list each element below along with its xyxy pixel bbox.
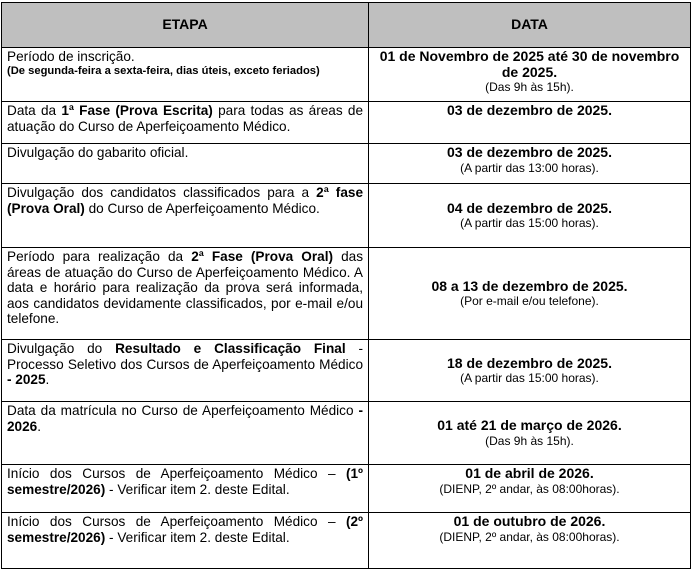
etapa-text: Início dos Cursos de Aperfeiçoamento Médico – bbox=[7, 466, 346, 481]
date-text: 03 de dezembro de 2025. bbox=[447, 144, 612, 160]
etapa-bold: 2ª fase (Prova Oral) bbox=[7, 185, 364, 216]
header-etapa: ETAPA bbox=[2, 3, 369, 48]
etapa-text: Início dos Cursos de Aperfeiçoamento Médico – bbox=[7, 514, 346, 529]
etapa-text: Divulgação do gabarito oficial. bbox=[7, 145, 189, 160]
date-note: (A partir das 15:00 horas). bbox=[460, 216, 599, 231]
data-cell bbox=[369, 513, 691, 569]
date-note: (DIENP, 2º andar, às 08:00horas). bbox=[439, 481, 620, 496]
schedule-table bbox=[1, 2, 691, 569]
etapa-bold: 1ª Fase (Prova Escrita) bbox=[61, 103, 213, 118]
date-text: 01 até 21 de março de 2026. bbox=[437, 417, 622, 434]
etapa-text: - Processo Seletivo dos Cursos de Aperfeiçoamento Médico bbox=[7, 341, 363, 372]
table-row bbox=[2, 48, 691, 102]
etapa-note: (De segunda-feira a sexta-feira, dias úteis, exceto feriados) bbox=[7, 64, 320, 77]
table-row bbox=[2, 144, 691, 184]
date-text: 04 de dezembro de 2025. bbox=[447, 199, 612, 216]
data-cell bbox=[369, 340, 691, 402]
date-text: 08 a 13 de dezembro de 2025. bbox=[431, 277, 628, 294]
etapa-cell bbox=[2, 102, 369, 144]
date-text: 03 de dezembro de 2025. bbox=[447, 102, 612, 118]
table-row bbox=[2, 402, 691, 465]
data-cell bbox=[369, 102, 691, 144]
table-row bbox=[2, 513, 691, 569]
data-cell bbox=[369, 248, 691, 340]
etapa-text: . bbox=[37, 418, 42, 434]
data-cell bbox=[369, 144, 691, 184]
table-row bbox=[2, 340, 691, 402]
date-text: 18 de dezembro de 2025. bbox=[447, 354, 612, 371]
etapa-text: Divulgação dos candidatos classificados para a bbox=[7, 185, 317, 200]
etapa-bold: (2º semestre/2026) bbox=[7, 514, 363, 545]
etapa-bold: (1º semestre/2026) bbox=[7, 466, 363, 497]
etapa-cell bbox=[2, 184, 369, 248]
etapa-cell bbox=[2, 248, 369, 340]
date-note: (DIENP, 2º andar, às 08:00horas). bbox=[439, 529, 620, 544]
date-text: 01 de Novembro de 2025 até 30 de novembro de 2025. bbox=[379, 48, 680, 80]
etapa-bold: - 2026 bbox=[7, 403, 363, 434]
etapa-bold: Resultado e Classificação Final bbox=[115, 341, 346, 356]
etapa-text: . bbox=[45, 372, 50, 388]
etapa-text: do Curso de Aperfeiçoamento Médico. bbox=[84, 200, 320, 216]
data-cell bbox=[369, 184, 691, 248]
etapa-cell bbox=[2, 48, 369, 102]
etapa-text: Período para realização da bbox=[7, 249, 192, 264]
table-row bbox=[2, 184, 691, 248]
date-note: (Das 9h às 15h). bbox=[485, 433, 574, 448]
etapa-cell bbox=[2, 340, 369, 402]
date-note: (Das 9h às 15h). bbox=[485, 80, 574, 95]
etapa-text: - Verificar item 2. deste Edital. bbox=[105, 529, 290, 545]
etapa-bold: 2ª Fase (Prova Oral) bbox=[191, 249, 334, 264]
etapa-cell bbox=[2, 465, 369, 513]
etapa-text: das áreas de atuação do Curso de Aperfeiçoamento Médico. A data e horário para realização da prova será informada, aos candidatos devidamente classificados, por e-mail e/ou telefone. bbox=[7, 249, 364, 327]
etapa-cell bbox=[2, 402, 369, 465]
etapa-text: Divulgação do bbox=[7, 341, 116, 356]
header-row bbox=[2, 3, 691, 48]
data-cell bbox=[369, 48, 691, 102]
date-note: (A partir das 13:00 horas). bbox=[460, 160, 599, 175]
date-text: 01 de outubro de 2026. bbox=[453, 513, 606, 529]
etapa-text: Período de inscrição. bbox=[7, 49, 135, 64]
date-note: (Por e-mail e/ou telefone). bbox=[460, 294, 599, 309]
data-cell bbox=[369, 402, 691, 465]
date-text: 01 de abril de 2026. bbox=[465, 465, 594, 481]
etapa-text: Data da bbox=[7, 103, 62, 118]
header-data: DATA bbox=[369, 3, 691, 48]
etapa-bold: - 2025 bbox=[7, 372, 46, 388]
table-row bbox=[2, 465, 691, 513]
table-row bbox=[2, 102, 691, 144]
data-cell bbox=[369, 465, 691, 513]
table-row bbox=[2, 248, 691, 340]
etapa-cell bbox=[2, 513, 369, 569]
etapa-text: - Verificar item 2. deste Edital. bbox=[105, 481, 290, 497]
etapa-text: Data da matrícula no Curso de Aperfeiçoamento Médico bbox=[7, 403, 359, 418]
date-note: (A partir das 15:00 horas). bbox=[460, 371, 599, 386]
etapa-text: para todas as áreas de atuação do Curso de Aperfeiçoamento Médico. bbox=[7, 103, 363, 134]
etapa-cell bbox=[2, 144, 369, 184]
